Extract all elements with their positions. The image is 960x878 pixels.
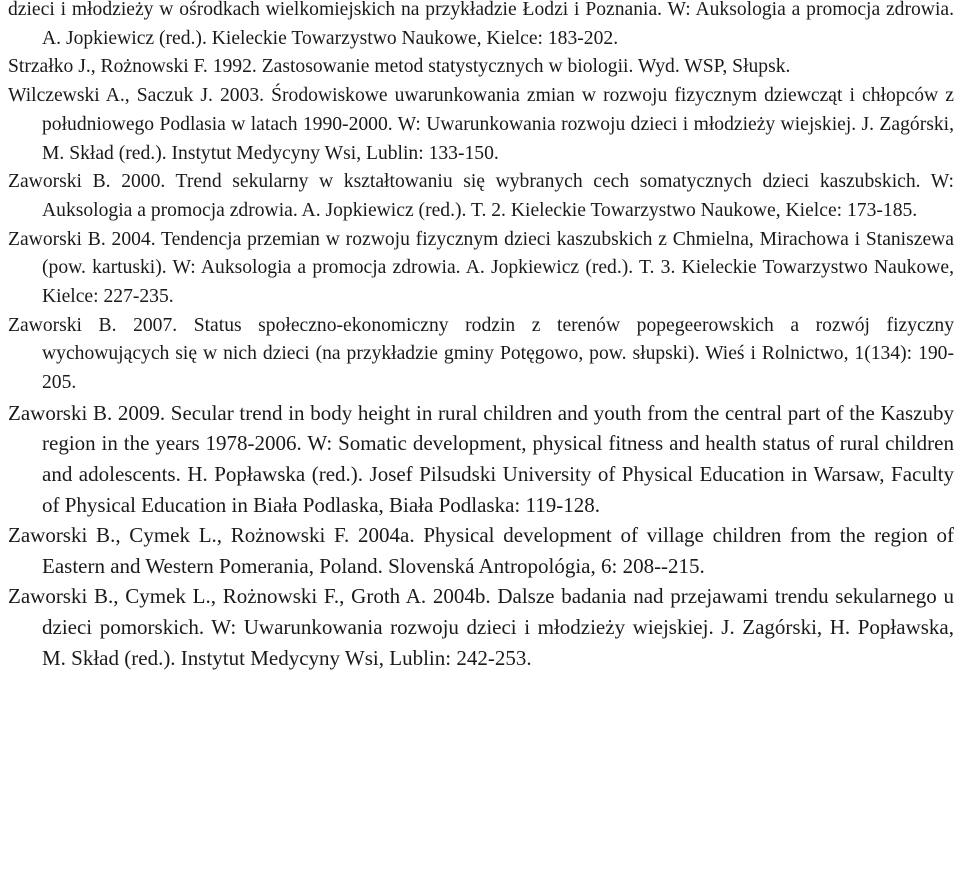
reference-zaworski-2004a: Zaworski B., Cymek L., Rożnowski F. 2004a. Physical development of village children from the region of Eastern and Western Pomerania, Poland. Slovenská Antropológia, 6: 208--215. bbox=[8, 523, 954, 578]
reference-zaworski-2009: Zaworski B. 2009. Secular trend in body height in rural children and youth from the central part of the Kaszuby region in the years 1978-2006. W: Somatic development, physical fitness and health status of rural children and adolescents. H. Popławska (red.). Josef Pilsudski University of Physical Education in Warsaw, Faculty of Physical Education in Biała Podlaska, Biała Podlaska: 119-128. bbox=[8, 400, 954, 517]
bibliography-page bbox=[8, 0, 954, 673]
reference-wilczewski-2003: Wilczewski A., Saczuk J. 2003. Środowiskowe uwarunkowania zmian w rozwoju fizycznym dziewcząt i chłopców z południowego Podlasia w latach 1990-2000. W: Uwarunkowania rozwoju dzieci i młodzieży wiejskiej. J. Zagórski, M. Skład (red.). Instytut Medycyny Wsi, Lublin: 133-150. bbox=[8, 85, 954, 164]
reference-zaworski-2000: Zaworski B. 2000. Trend sekularny w kształtowaniu się wybranych cech somatycznych dzieci kaszubskich. W: Auksologia a promocja zdrowia. A. Jopkiewicz (red.). T. 2. Kieleckie Towarzystwo Naukowe, Kielce: 173-185. bbox=[8, 171, 954, 221]
reference-continued: dzieci i młodzieży w ośrodkach wielkomiejskich na przykładzie Łodzi i Poznania. W: Auksologia a promocja zdrowia. A. Jopkiewicz (red.). Kieleckie Towarzystwo Naukowe, Kielce: 183-202. bbox=[8, 0, 954, 49]
reference-zaworski-2004: Zaworski B. 2004. Tendencja przemian w rozwoju fizycznym dzieci kaszubskich z Chmielna, Mirachowa i Staniszewa (pow. kartuski). W: Auksologia a promocja zdrowia. A. Jopkiewicz (red.). T. 3. Kieleckie Towarzystwo Naukowe, Kielce: 227-235. bbox=[8, 228, 954, 308]
reference-zaworski-2004b: Zaworski B., Cymek L., Rożnowski F., Groth A. 2004b. Dalsze badania nad przejawami trendu sekularnego u dzieci pomorskich. W: Uwarunkowania rozwoju dzieci i młodzieży wiejskiej. J. Zagórski, H. Popławska, M. Skład (red.). Instytut Medycyny Wsi, Lublin: 242-253. bbox=[8, 584, 954, 670]
reference-zaworski-2007: Zaworski B. 2007. Status społeczno-ekonomiczny rodzin z terenów popegeerowskich a rozwój fizyczny wychowujących się w nich dzieci (na przykładzie gminy Potęgowo, pow. słupski). Wieś i Rolnictwo, 1(134): 190-205. bbox=[8, 314, 954, 394]
reference-strzalko-1992: Strzałko J., Rożnowski F. 1992. Zastosowanie metod statystycznych w biologii. Wyd. WSP, Słupsk. bbox=[8, 56, 791, 78]
